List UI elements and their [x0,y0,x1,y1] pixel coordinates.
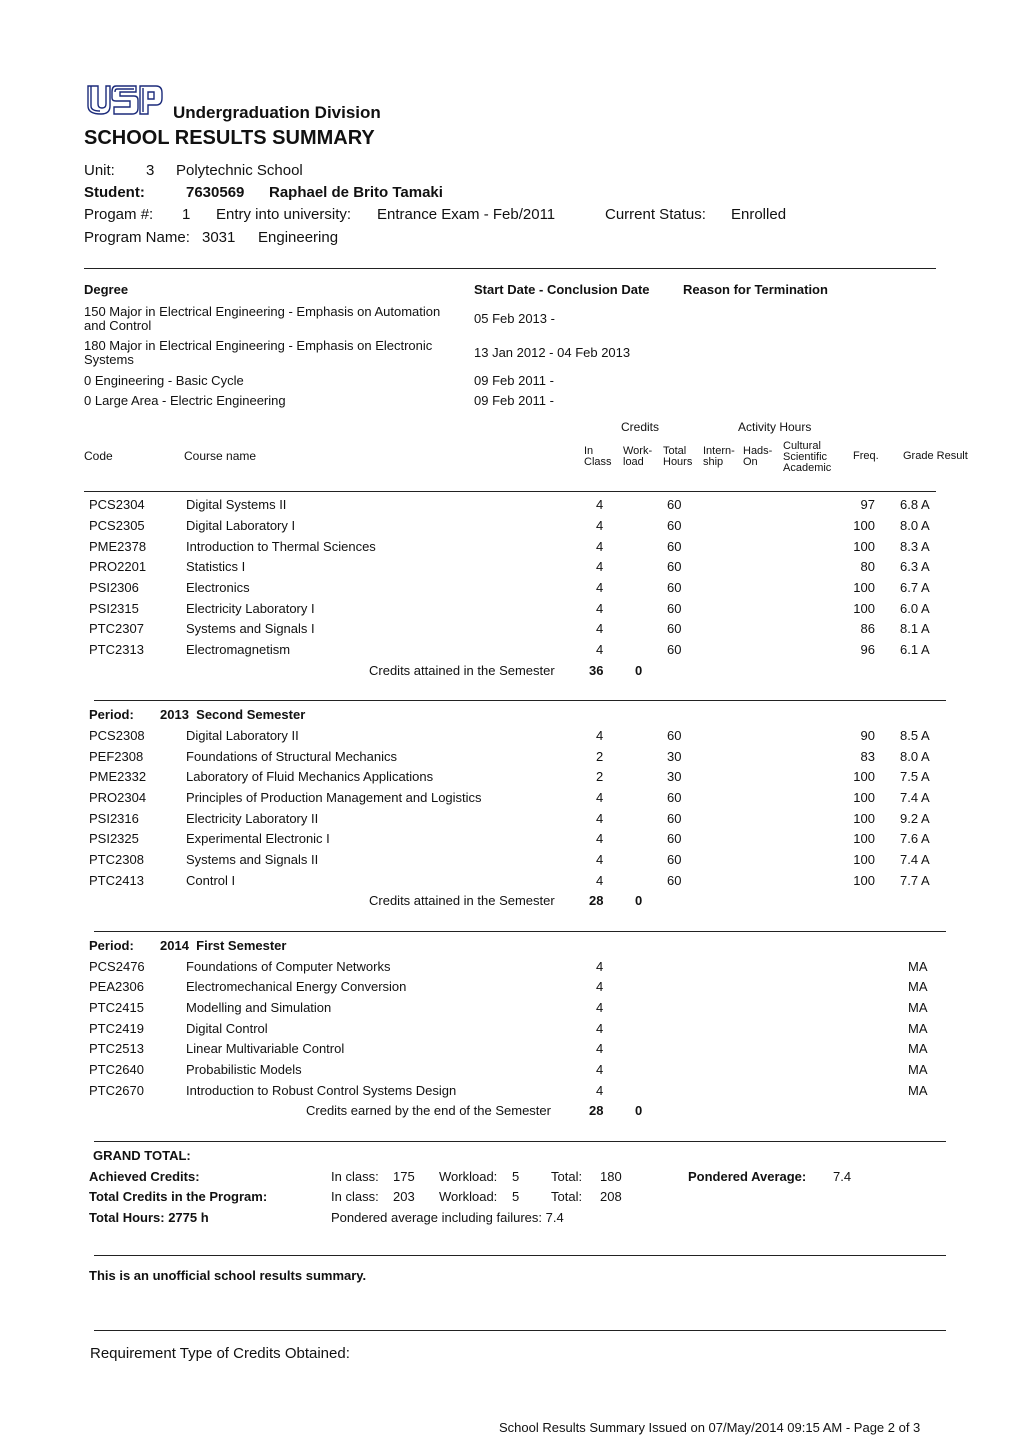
achieved-inclass-label: In class: [331,1169,379,1184]
period-name: 2013 Second Semester [160,707,306,722]
cultural-header-2: Scientific [783,451,828,463]
degree-dates: 05 Feb 2013 - [474,311,555,326]
course-credits: 4 [596,852,604,867]
program-workload: 5 [512,1189,520,1204]
course-hours: 60 [667,852,682,867]
course-name: Modelling and Simulation [186,1000,332,1015]
course-row [0,497,1024,517]
course-code: PCS2305 [89,518,145,533]
degree-name-cont: Systems [84,352,134,367]
course-hours: 60 [667,728,682,743]
period-name: 2014 First Semester [160,938,287,953]
student-id: 7630569 [186,184,245,201]
course-credits: 4 [596,559,604,574]
course-name: Introduction to Robust Control Systems Design [186,1083,457,1098]
course-grade: 9.2 A [900,811,930,826]
achieved-workload: 5 [512,1169,520,1184]
achieved-label: Achieved Credits: [89,1169,200,1184]
course-freq: 83 [860,749,875,764]
course-name: Statistics I [186,559,246,574]
course-credits: 4 [596,1062,604,1077]
course-row [0,1000,1024,1020]
course-row [0,559,1024,579]
course-hours: 60 [667,497,682,512]
hands-on-header: Hads- [743,445,773,457]
course-hours: 30 [667,769,682,784]
summary-label: Credits earned by the end of the Semester [306,1103,551,1118]
in-class-header: In [584,445,594,457]
course-grade: 6.0 A [900,601,930,616]
achieved-inclass: 175 [393,1169,415,1184]
achieved-credits-row [0,1169,1024,1189]
semester-summary [0,893,1024,913]
course-row [0,1083,1024,1103]
summary-label: Credits attained in the Semester [369,663,555,678]
course-freq: 100 [853,539,875,554]
program-inclass-label: In class: [331,1189,379,1204]
program-number: 1 [182,206,191,223]
course-hours: 60 [667,811,682,826]
course-freq: 100 [853,518,875,533]
course-credits: 4 [596,811,604,826]
course-row [0,979,1024,999]
course-grade: MA [908,1000,928,1015]
student-name: Raphael de Brito Tamaki [269,184,443,201]
course-name: Systems and Signals I [186,621,315,636]
course-credits: 4 [596,621,604,636]
unofficial-notice: This is an unofficial school results summary. [89,1268,367,1283]
semester-summary [0,1103,1024,1123]
degree-name-cont: and Control [84,318,152,333]
course-row [0,852,1024,872]
degree-name: 0 Engineering - Basic Cycle [84,373,244,388]
divider [94,931,946,932]
page-footer: School Results Summary Issued on 07/May/2014 09:15 AM - Page 2 of 3 [499,1420,921,1435]
course-row [0,642,1024,662]
freq-header: Freq. [853,450,879,462]
course-grade: 6.1 A [900,642,930,657]
course-row [0,790,1024,810]
course-code: PSI2316 [89,811,139,826]
course-row [0,518,1024,538]
course-credits: 4 [596,497,604,512]
course-hours: 60 [667,601,682,616]
course-freq: 100 [853,873,875,888]
course-grade: MA [908,1041,928,1056]
course-hours: 60 [667,831,682,846]
course-grade: MA [908,1062,928,1077]
total-hours-header-2: Hours [663,456,693,468]
semester-summary [0,663,1024,683]
summary-credits: 28 [589,1103,604,1118]
course-grade: 8.3 A [900,539,930,554]
internship-header-2: ship [703,456,724,468]
internship-header: Intern- [703,445,735,457]
course-hours: 60 [667,518,682,533]
course-grade: MA [908,1083,928,1098]
course-row [0,728,1024,748]
course-grade: 7.4 A [900,790,930,805]
degree-dates: 09 Feb 2011 - [474,393,554,408]
course-credits: 4 [596,959,604,974]
course-hours: 60 [667,539,682,554]
course-name: Electricity Laboratory II [186,811,319,826]
course-code: PCS2308 [89,728,145,743]
course-name: Digital Laboratory I [186,518,296,533]
pondered-label: Pondered Average: [688,1169,807,1184]
course-credits: 4 [596,518,604,533]
course-code: PCS2304 [89,497,145,512]
course-hours: 60 [667,580,682,595]
program-credits-label: Total Credits in the Program: [89,1189,268,1204]
course-grade: 8.0 A [900,518,930,533]
course-credits: 4 [596,1021,604,1036]
course-freq: 96 [860,642,875,657]
program-label: Progam #: [84,206,154,223]
course-row [0,959,1024,979]
period-label: Period: [89,707,134,722]
course-hours: 60 [667,790,682,805]
course-name: Electromagnetism [186,642,291,657]
course-code: PTC2413 [89,873,144,888]
achieved-total-label: Total: [551,1169,583,1184]
divider [84,268,936,269]
course-code: PSI2306 [89,580,139,595]
course-credits: 2 [596,769,604,784]
achieved-workload-label: Workload: [439,1169,498,1184]
student-label: Student: [84,184,145,201]
course-name: Control I [186,873,236,888]
program-name-code: 3031 [202,229,236,246]
period-header [0,938,1024,958]
program-workload-label: Workload: [439,1189,498,1204]
achieved-total: 180 [600,1169,622,1184]
divider [84,491,936,492]
course-hours: 30 [667,749,682,764]
course-grade: 7.6 A [900,831,930,846]
credits-group-header: Credits [621,420,660,434]
course-name: Electronics [186,580,250,595]
divider [94,700,946,701]
course-name: Probabilistic Models [186,1062,302,1077]
course-code: PSI2325 [89,831,139,846]
course-grade: 8.0 A [900,749,930,764]
workload-header-2: load [623,456,644,468]
course-name: Laboratory of Fluid Mechanics Applications [186,769,434,784]
course-grade: 6.8 A [900,497,930,512]
dates-header: Start Date - Conclusion Date [474,282,650,297]
in-class-header-2: Class [584,456,612,468]
reason-header: Reason for Termination [683,282,828,297]
course-hours: 60 [667,873,682,888]
divider [94,1255,946,1256]
course-credits: 4 [596,873,604,888]
course-name: Foundations of Structural Mechanics [186,749,397,764]
period-header [0,707,1024,727]
degree-name: 180 Major in Electrical Engineering - Emphasis on Electronic [84,338,433,353]
course-row [0,1021,1024,1041]
course-grade: 8.1 A [900,621,930,636]
course-grade: 8.5 A [900,728,930,743]
course-freq: 100 [853,790,875,805]
total-hours-header: Total [663,445,687,457]
unit-number: 3 [146,162,155,179]
course-hours: 60 [667,559,682,574]
course-code: PTC2415 [89,1000,144,1015]
course-credits: 4 [596,1083,604,1098]
unit-label: Unit: [84,162,115,179]
program-inclass: 203 [393,1189,415,1204]
course-code: PTC2670 [89,1083,144,1098]
course-freq: 100 [853,831,875,846]
degree-name: 150 Major in Electrical Engineering - Emphasis on Automation [84,304,441,319]
course-freq: 100 [853,811,875,826]
course-hours: 60 [667,642,682,657]
summary-workload: 0 [635,1103,643,1118]
course-code: PRO2201 [89,559,147,574]
course-grade: MA [908,959,928,974]
unit-name: Polytechnic School [176,162,303,179]
degree-dates: 13 Jan 2012 - 04 Feb 2013 [474,345,631,360]
course-row [0,1062,1024,1082]
course-code: PSI2315 [89,601,139,616]
program-name-value: Engineering [258,229,339,246]
course-row [0,580,1024,600]
course-code: PME2332 [89,769,147,784]
course-name: Linear Multivariable Control [186,1041,345,1056]
course-row [0,539,1024,559]
course-code: PTC2513 [89,1041,144,1056]
cultural-header-3: Academic [783,462,832,474]
course-freq: 100 [853,769,875,784]
grade-header: Grade Result [903,450,968,462]
course-row [0,769,1024,789]
course-credits: 4 [596,1000,604,1015]
course-credits: 4 [596,790,604,805]
course-name: Digital Systems II [186,497,287,512]
course-credits: 4 [596,831,604,846]
pondered-value: 7.4 [833,1169,852,1184]
course-name: Principles of Production Management and Logistics [186,790,482,805]
course-grade: 6.7 A [900,580,930,595]
course-credits: 4 [596,539,604,554]
course-freq: 100 [853,601,875,616]
course-name: Electromechanical Energy Conversion [186,979,407,994]
course-code: PRO2304 [89,790,147,805]
course-name: Digital Control [186,1021,268,1036]
course-freq: 100 [853,852,875,867]
course-row [0,873,1024,893]
course-row [0,621,1024,641]
course-row [0,831,1024,851]
course-code: PEA2306 [89,979,144,994]
period-label: Period: [89,938,134,953]
course-code: PTC2307 [89,621,144,636]
summary-workload: 0 [635,663,643,678]
course-freq: 80 [860,559,875,574]
course-grade: MA [908,1021,928,1036]
workload-header: Work- [623,445,653,457]
division-title: Undergraduation Division [173,103,381,122]
course-name: Systems and Signals II [186,852,319,867]
course-code: PTC2640 [89,1062,144,1077]
grand-total-label: GRAND TOTAL: [93,1148,191,1163]
program-name-label: Program Name: [84,229,190,246]
code-header: Code [84,449,113,463]
course-credits: 4 [596,728,604,743]
course-credits: 4 [596,642,604,657]
course-freq: 100 [853,580,875,595]
course-name: Foundations of Computer Networks [186,959,391,974]
course-freq: 97 [860,497,875,512]
course-credits: 4 [596,1041,604,1056]
course-code: PTC2313 [89,642,144,657]
course-name: Electricity Laboratory I [186,601,315,616]
degree-dates: 09 Feb 2011 - [474,373,554,388]
course-code: PEF2308 [89,749,144,764]
requirement-label: Requirement Type of Credits Obtained: [90,1345,350,1362]
course-name-header: Course name [184,449,257,463]
course-grade: 7.4 A [900,852,930,867]
activity-group-header: Activity Hours [738,420,812,434]
course-grade: MA [908,979,928,994]
program-total: 208 [600,1189,622,1204]
course-code: PTC2308 [89,852,144,867]
pondered-failures: Pondered average including failures: 7.4 [331,1210,564,1225]
page-title: SCHOOL RESULTS SUMMARY [84,127,375,149]
course-freq: 90 [860,728,875,743]
degree-name: 0 Large Area - Electric Engineering [84,393,286,408]
divider [94,1141,946,1142]
summary-workload: 0 [635,893,643,908]
course-row [0,601,1024,621]
summary-credits: 28 [589,893,604,908]
hands-on-header-2: On [743,456,758,468]
total-hours: Total Hours: 2775 h [89,1210,209,1225]
course-grade: 7.7 A [900,873,930,888]
course-freq: 86 [860,621,875,636]
status-value: Enrolled [731,206,787,223]
status-label: Current Status: [605,206,706,223]
course-row [0,811,1024,831]
course-credits: 4 [596,601,604,616]
divider [94,1330,946,1331]
course-credits: 4 [596,979,604,994]
program-credits-row [0,1189,1024,1209]
entry-label: Entry into university: [216,206,352,223]
course-grade: 6.3 A [900,559,930,574]
course-code: PME2378 [89,539,147,554]
course-code: PTC2419 [89,1021,144,1036]
course-credits: 4 [596,580,604,595]
summary-label: Credits attained in the Semester [369,893,555,908]
course-name: Digital Laboratory II [186,728,299,743]
course-row [0,1041,1024,1061]
course-name: Introduction to Thermal Sciences [186,539,376,554]
course-name: Experimental Electronic I [186,831,330,846]
summary-credits: 36 [589,663,604,678]
course-code: PCS2476 [89,959,145,974]
degree-header: Degree [84,282,129,297]
course-row [0,749,1024,769]
course-hours: 60 [667,621,682,636]
course-credits: 2 [596,749,604,764]
course-grade: 7.5 A [900,769,930,784]
cultural-header: Cultural [783,440,821,452]
program-total-label: Total: [551,1189,583,1204]
entry-value: Entrance Exam - Feb/2011 [377,206,556,223]
usp-logo [86,84,164,116]
grand-total-title [0,1148,1024,1168]
total-hours-row [0,1210,1024,1230]
